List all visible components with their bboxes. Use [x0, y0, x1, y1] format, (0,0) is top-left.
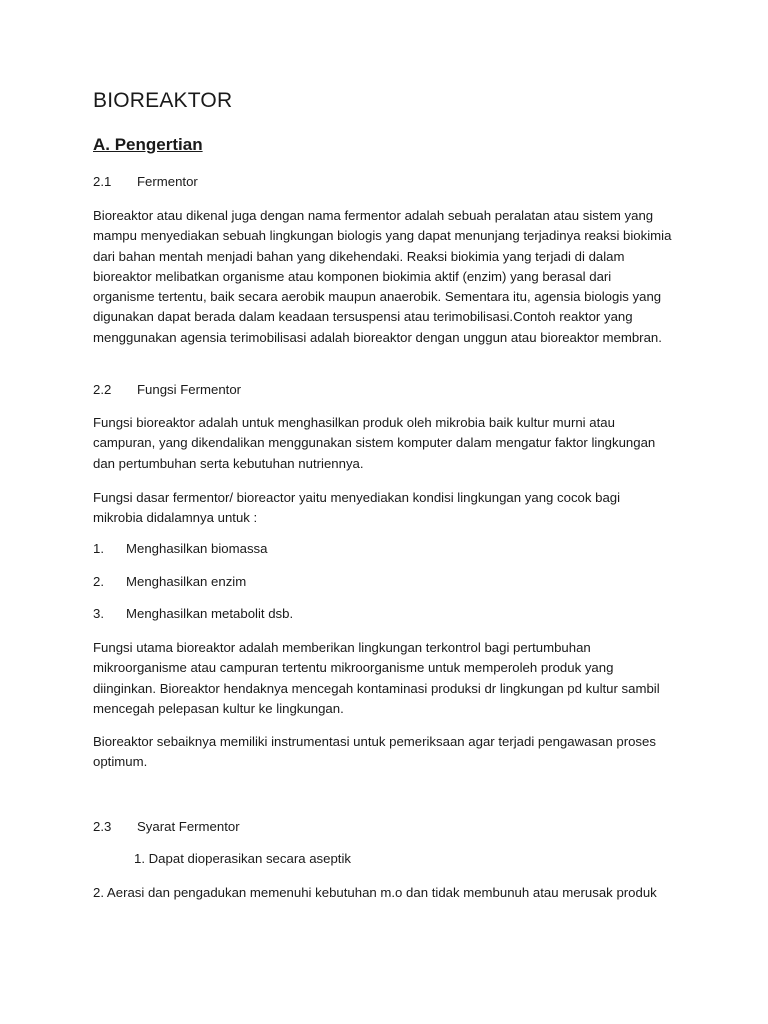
list-item-number: 3. — [93, 606, 104, 621]
paragraph-function: Fungsi bioreaktor adalah untuk menghasilkan produk oleh mikrobia baik kultur murni atau campuran, yang dikendalikan menggunakan sistem komputer dalam mengatur faktor lingkungan dan pertumbuhan serta kebutuhan nutriennya. — [93, 415, 656, 471]
requirement-item: 2. Aerasi dan pengadukan memenuhi kebutuhan m.o dan tidak membunuh atau merusak produk — [93, 885, 657, 900]
list-item-text: Menghasilkan metabolit dsb. — [126, 606, 294, 621]
subheading-number: 2.3 — [93, 819, 112, 834]
subheading-number: 2.1 — [93, 174, 112, 189]
paragraph-definition: Bioreaktor atau dikenal juga dengan nama fermentor adalah sebuah peralatan atau sistem yang mampu menyediakan sebuah lingkungan biologis yang dapat menunjang terjadinya reaksi biokimia dari bahan mentah menjadi bahan yang dikehendaki. Reaksi biokimia yang terjadi di dalam bioreaktor melibatkan organisme atau komponen biokimia aktif (enzim) yang berasal dari organisme tertentu, baik secara aerobik maupun anaerobik. Sementara itu, agensia biologis yang digunakan dapat berada dalam keadaan tersuspensi atau terimobilisasi.Contoh reaktor yang menggunakan agensia terimobilisasi adalah bioreaktor dengan unggun atau bioreaktor membran. — [93, 208, 672, 345]
subheading-label: Fermentor — [137, 174, 198, 189]
subheading-2-2 — [93, 382, 241, 397]
paragraph-instrumentation: Bioreaktor sebaiknya memiliki instrumentasi untuk pemeriksaan agar terjadi pengawasan proses optimum. — [93, 734, 656, 770]
list-item-text: Menghasilkan enzim — [126, 574, 247, 589]
document-title: BIOREAKTOR — [93, 89, 233, 112]
requirement-item: 1. Dapat dioperasikan secara aseptik — [134, 851, 351, 866]
list-item-number: 1. — [93, 541, 104, 556]
list-item — [93, 574, 246, 589]
list-item-text: Menghasilkan biomassa — [126, 541, 268, 556]
subheading-number: 2.2 — [93, 382, 112, 397]
subheading-2-1 — [93, 174, 198, 189]
paragraph-main-function: Fungsi utama bioreaktor adalah memberikan lingkungan terkontrol bagi pertumbuhan mikroorganisme atau campuran tertentu mikroorganisme untuk memperoleh produk yang diinginkan. Bioreaktor hendaknya mencegah kontaminasi produksi dr lingkungan pd kultur sambil mencegah pelepasan kultur ke lingkungan. — [93, 640, 660, 716]
section-heading-pengertian: A. Pengertian — [93, 135, 203, 154]
list-item-number: 2. — [93, 574, 104, 589]
subheading-label: Syarat Fermentor — [137, 819, 240, 834]
paragraph-basic-function: Fungsi dasar fermentor/ bioreactor yaitu menyediakan kondisi lingkungan yang cocok bagi mikrobia didalamnya untuk : — [93, 490, 621, 526]
subheading-2-3 — [93, 819, 240, 834]
list-item — [93, 606, 293, 621]
subheading-label: Fungsi Fermentor — [137, 382, 242, 397]
list-item — [93, 541, 267, 556]
